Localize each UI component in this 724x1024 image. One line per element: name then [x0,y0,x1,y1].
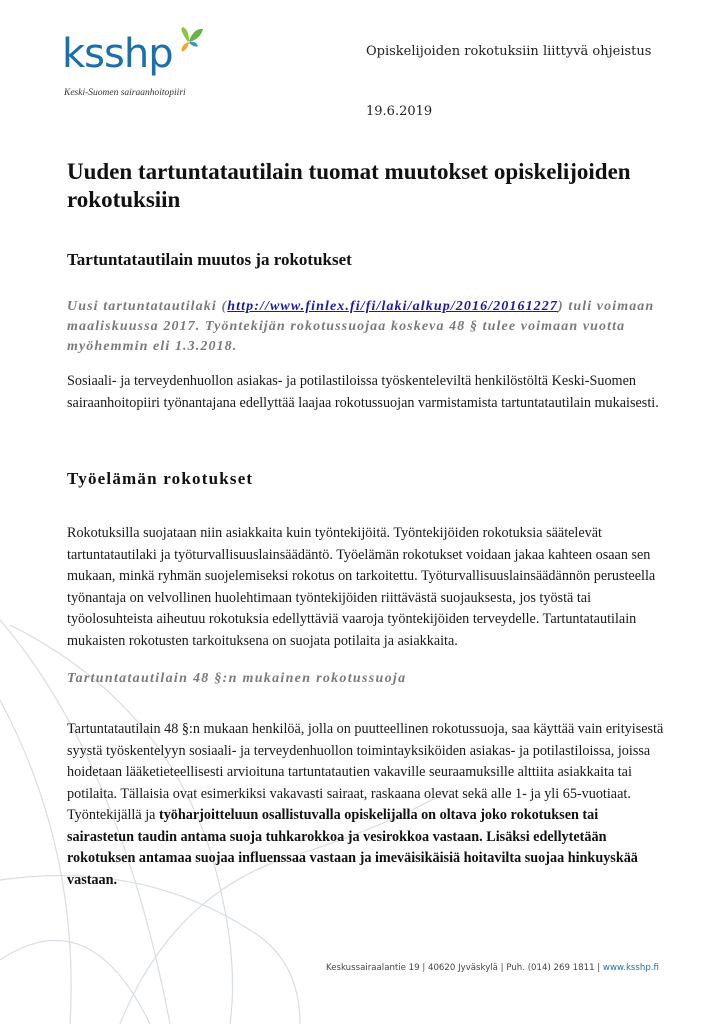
footer-contact [326,963,659,973]
butterfly-icon [174,26,204,54]
paragraph-48-text: Tartuntatautilain 48 §:n mukaan henkilöä, jolla on puutteellinen rokotussuoja, saa käyttää vain erityisestä syystä työskentelyyn sosiaali- ja terveydenhuollon toimintayksiköiden asiakas- ja potilastiloissa, joissa hoidetaan lääketieteellisesti arvioituna tartuntatautien vakaville seuraamuksille alttiita asiakkaita tai potilaita. Tällaisia ovat esimerkiksi vakavasti sairaat, raskaana olevat sekä alle 1- ja yli 65-vuotiaat. Työntekijällä ja [67,721,664,823]
footer-website-link[interactable]: www.ksshp.fi [602,963,659,973]
footer-separator: | [597,963,601,973]
document-header-title: Opiskelijoiden rokotuksiin liittyvä ohjeistus [366,44,652,59]
logo-tagline: Keski-Suomen sairaanhoitopiiri [64,88,186,98]
document-date: 19.6.2019 [366,104,433,119]
paragraph-48-protection [67,719,667,891]
logo-wordmark: ksshp [62,31,173,77]
ksshp-logo [62,26,212,106]
section-heading-work-vaccinations: Työelämän rokotukset [67,469,254,488]
intro-text-before: Uusi tartuntatautilaki ( [67,299,228,314]
finlex-link[interactable]: http://www.finlex.fi/fi/laki/alkup/2016/20161227 [227,299,558,314]
page-title: Uuden tartuntatautilain tuomat muutokset opiskelijoiden rokotuksiin [67,159,631,212]
section-heading-law-change: Tartuntatautilain muutos ja rokotukset [67,250,352,269]
footer-separator: | [500,963,504,973]
footer-address: Keskussairaalantie 19 [326,963,420,973]
paragraph-work-vaccinations: Rokotuksilla suojataan niin asiakkaita kuin työntekijöitä. Työntekijöiden rokotuksia säätelevät tartuntatautilaki ja työturvallisuuslainsäädäntö. Työelämän rokotukset voidaan jakaa kahteen osaan sen mukaan, minkä ryhmän suojelemiseksi rokotus on tarkoitettu. Työturvallisuuslainsäädännön perusteella työnantaja on velvollinen huolehtimaan työntekijöiden riittävästä suojauksesta, jos työstä tai työolosuhteista aiheutuu rokotuksia edellyttäviä vaaroja työntekijöiden terveydelle. Tartuntatautilain mukaisten rokotusten tarkoituksena on suojata potilaita ja asiakkaita. [67,525,656,649]
paragraph-48-bold-text: työharjoitteluun osallistuvalla opiskelijalla on oltava joko rokotuksen tai sairastetun taudin antama suoja tuhkarokkoa ja vesirokkoa vastaan. Lisäksi edellytetään rokotuksen antamaa suojaa influenssaa vastaan ja imeväisikäisiä hoitavilta suojaa hinkuyskää vastaan. [67,807,638,888]
intro-paragraph [67,297,667,357]
footer-city: 40620 Jyväskylä [428,963,498,973]
footer-separator: | [422,963,426,973]
intro-text-after: ) tuli voimaan maaliskuussa 2017. Työntekijän rokotussuojaa koskeva 48 § tulee voimaan vuotta myöhemmin eli 1.3.2018. [67,299,655,354]
paragraph-employer-requirement: Sosiaali- ja terveydenhuollon asiakas- ja potilastiloissa työskenteleviltä henkilöstöltä Keski-Suomen sairaanhoitopiiri työnantajana edellyttää laajaa rokotussuojan varmistamista tartuntatautilain mukaisesti. [67,373,659,411]
section-heading-48-paragraph: Tartuntatautilain 48 §:n mukainen rokotussuoja [67,671,407,686]
footer-phone: Puh. (014) 269 1811 [506,963,595,973]
